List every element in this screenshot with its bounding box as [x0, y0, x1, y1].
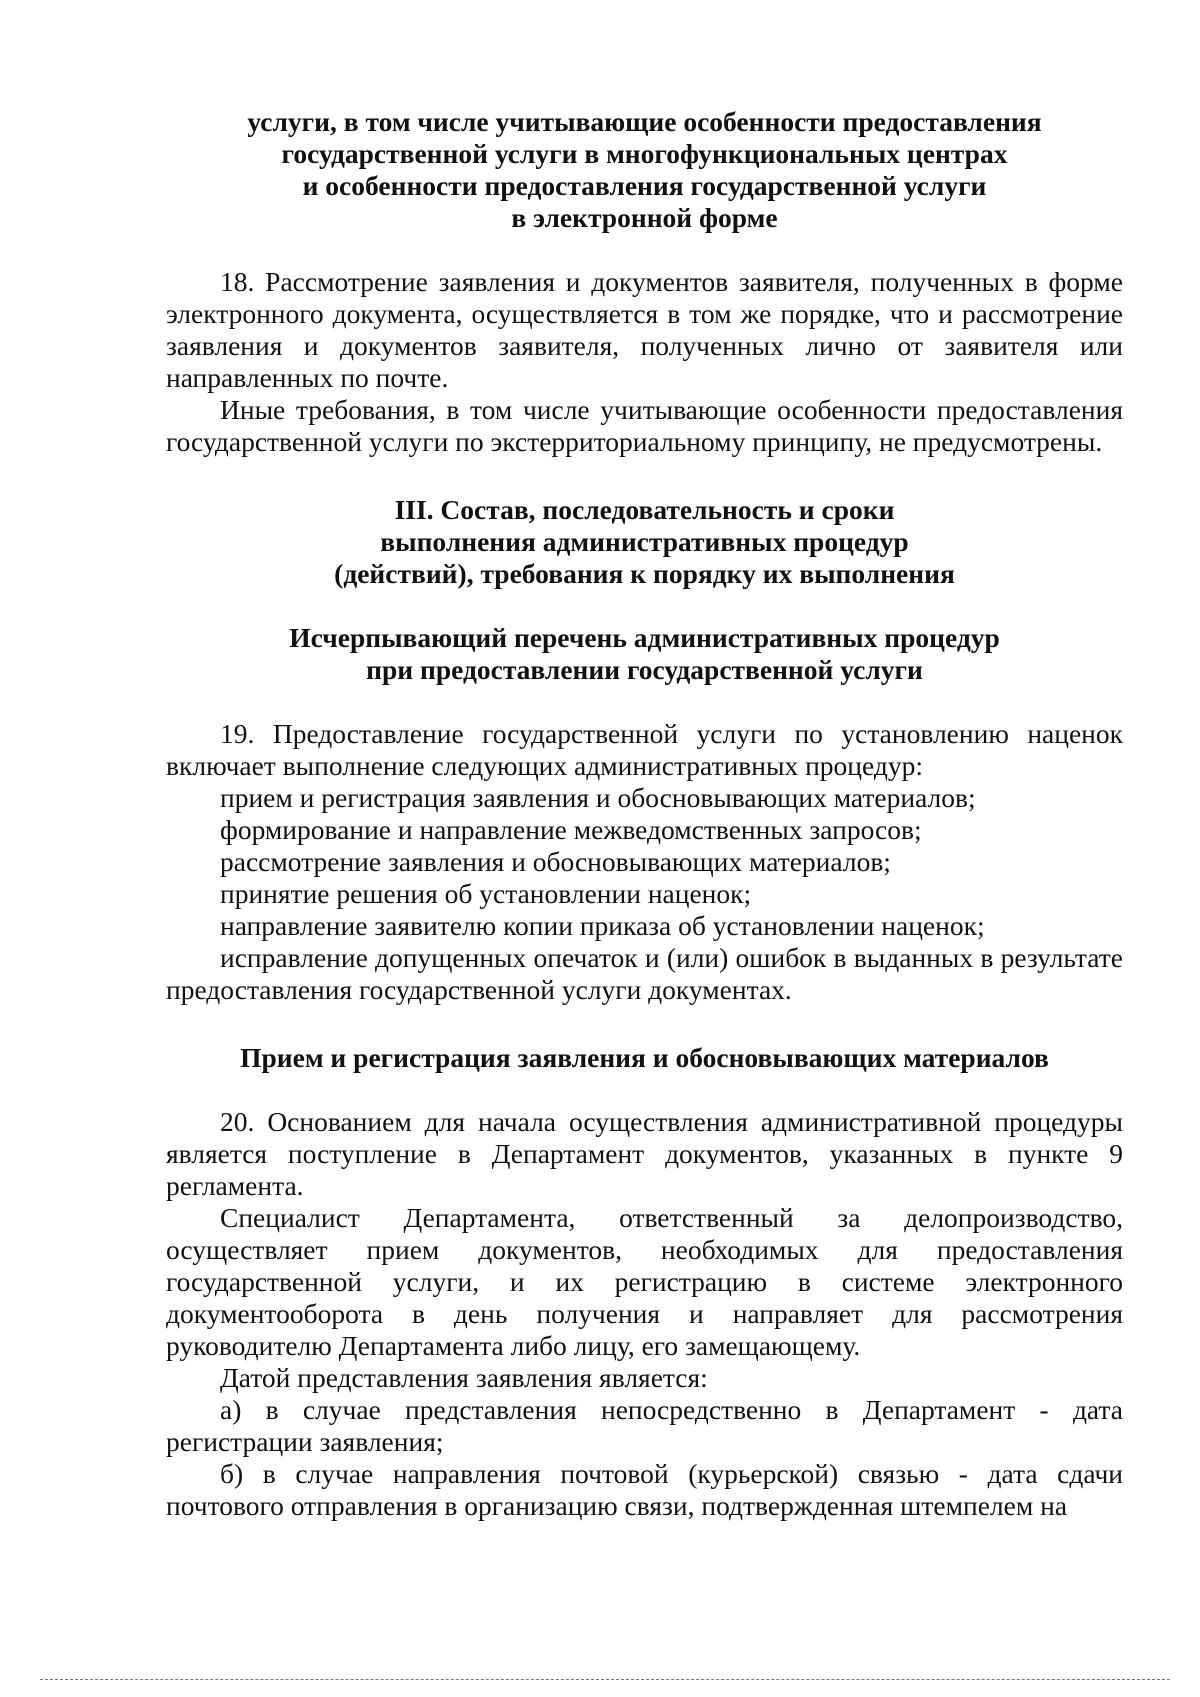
heading-line: Исчерпывающий перечень административных процедур: [289, 622, 1000, 653]
paragraph-20-specialist: Специалист Департамента, ответственный за делопроизводство, осуществляет прием документов, необходимых для предоставления государственной услуги, и их регистрацию в системе электронного документооборота в день получения и направляет для рассмотрения руководителю Департамента либо лицу, его замещающему.: [166, 1202, 1123, 1361]
procedure-item: прием и регистрация заявления и обосновывающих материалов;: [220, 782, 976, 813]
heading-line: в электронной форме: [511, 202, 778, 233]
spacer: [166, 590, 1123, 622]
spacer: [166, 458, 1123, 494]
paragraph-20: 20. Основанием для начала осуществления административной процедуры является поступление в Департамент документов, указанных в пункте 9 регламента.: [166, 1106, 1123, 1201]
paragraph-20-item-b: б) в случае направления почтовой (курьерской) связью - дата сдачи почтового отправления в организацию связи, подтвержденная штемпелем на: [166, 1458, 1123, 1521]
reception-heading: [166, 1042, 1123, 1074]
heading-line: выполнения административных процедур: [380, 526, 909, 557]
procedure-item: направление заявителю копии приказа об установлении наценок;: [220, 910, 985, 941]
section-3-heading: [166, 494, 1123, 590]
section-heading-top: [166, 106, 1123, 234]
heading-line: Прием и регистрация заявления и обосновывающих материалов: [240, 1042, 1049, 1073]
heading-line: при предоставлении государственной услуги: [366, 654, 923, 685]
paragraph-18-other-requirements: Иные требования, в том числе учитывающие особенности предоставления государственной услуги по экстерриториальному принципу, не предусмотрены.: [166, 394, 1123, 457]
spacer: [166, 234, 1123, 266]
procedure-item: формирование и направление межведомственных запросов;: [220, 814, 922, 845]
procedure-item: рассмотрение заявления и обосновывающих материалов;: [220, 846, 891, 877]
paragraph-18: 18. Рассмотрение заявления и документов заявителя, полученных в форме электронного документа, осуществляется в том же порядке, что и рассмотрение заявления и документов заявителя, полученных лично от заявителя или направленных по почте.: [166, 266, 1123, 393]
page-bottom-divider: [40, 1679, 1170, 1680]
paragraph-19: 19. Предоставление государственной услуги по установлению наценок включает выполнение следующих административных процедур:: [166, 718, 1123, 781]
spacer: [166, 686, 1123, 718]
procedure-item-last: исправление допущенных опечаток и (или) ошибок в выданных в результате предоставления государственной услуги документах.: [166, 942, 1123, 1005]
spacer: [166, 1074, 1123, 1106]
paragraph-20-item-a: а) в случае представления непосредственно в Департамент - дата регистрации заявления;: [166, 1394, 1123, 1457]
heading-line: услуги, в том числе учитывающие особенности предоставления: [247, 106, 1042, 137]
heading-line: III. Состав, последовательность и сроки: [394, 494, 895, 525]
procedures-list-heading: [166, 622, 1123, 686]
document-body: [166, 106, 1123, 1522]
heading-line: (действий), требования к порядку их выполнения: [334, 558, 955, 589]
heading-line: государственной услуги в многофункциональных центрах: [281, 138, 1008, 169]
paragraph-20-date-intro: Датой представления заявления является:: [220, 1362, 708, 1393]
spacer: [166, 1006, 1123, 1042]
heading-line: и особенности предоставления государственной услуги: [302, 170, 987, 201]
procedure-item: принятие решения об установлении наценок;: [220, 878, 752, 909]
